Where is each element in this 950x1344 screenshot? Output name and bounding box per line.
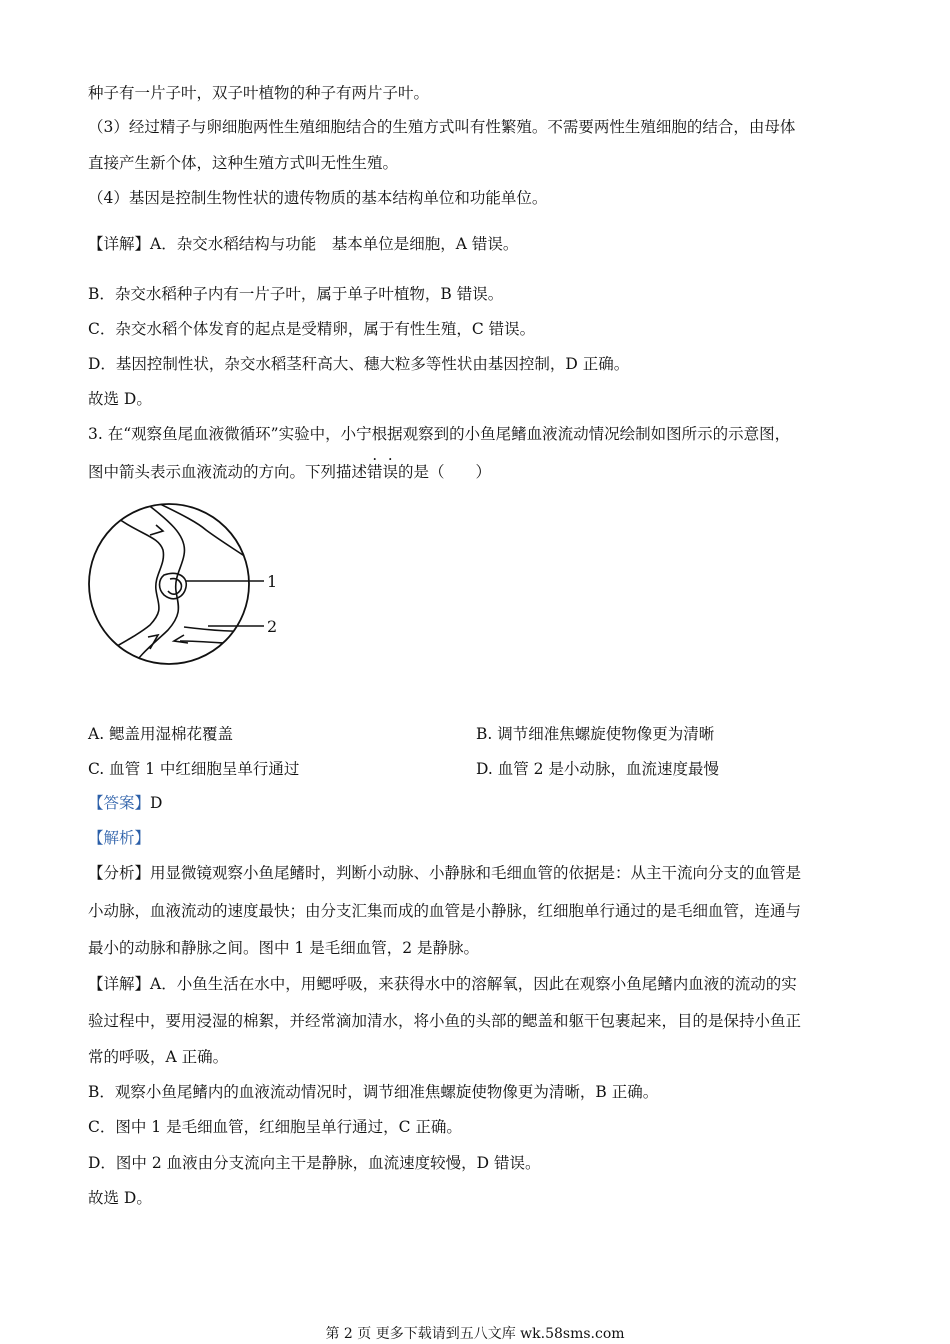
answer-line [88, 793, 162, 813]
page-footer: 第 2 页 更多下载请到五八文库 wk.58sms.com [325, 1326, 625, 1342]
text-line: C．杂交水稻个体发育的起点是受精卵，属于有性生殖，C 错误。 [88, 320, 536, 338]
question-stem-line1: 3. 在“观察鱼尾血液微循环”实验中，小宁根据观察到的小鱼尾鳍血液流动情况绘制如图所示的示意图， [88, 425, 791, 443]
text-line: （3）经过精子与卵细胞两性生殖细胞结合的生殖方式叫有性繁殖。不需要两性生殖细胞的结合，由母体 [88, 118, 796, 136]
emphasis-char: 误 [382, 463, 399, 481]
detail-line: B．观察小鱼尾鳍内的血液流动情况时，调节细准焦螺旋使物像更为清晰，B 正确。 [88, 1083, 659, 1101]
answer-label: 【答案】 [88, 794, 151, 812]
detail-line: 验过程中，要用浸湿的棉絮，并经常滴加清水，将小鱼的头部的鳃盖和躯干包裹起来，目的是保持小鱼正 [88, 1012, 802, 1030]
option-d: D. 血管 2 是小动脉，血流速度最慢 [476, 760, 719, 778]
answer-value: D [150, 794, 163, 812]
analysis-line: 最小的动脉和静脉之间。图中 1 是毛细血管，2 是静脉。 [88, 939, 480, 957]
text-line: （4）基因是控制生物性状的遗传物质的基本结构单位和功能单位。 [88, 189, 548, 207]
detail-line: D．图中 2 血液由分支流向主干是静脉，血流速度较慢，D 错误。 [88, 1154, 541, 1172]
option-b: B. 调节细准焦螺旋使物像更为清晰 [476, 725, 715, 743]
text-line: 种子有一片子叶，双子叶植物的种子有两片子叶。 [88, 84, 430, 102]
analysis-line: 【分析】用显微镜观察小鱼尾鳍时，判断小动脉、小静脉和毛细血管的依据是：从主干流向分支的血管是 [88, 864, 802, 882]
question-stem-line2 [88, 462, 491, 482]
detail-line: C．图中 1 是毛细血管，红细胞呈单行通过，C 正确。 [88, 1118, 462, 1136]
text-line: B．杂交水稻种子内有一片子叶，属于单子叶植物，B 错误。 [88, 285, 504, 303]
detail-line: 常的呼吸，A 正确。 [88, 1048, 229, 1066]
figure-label-2: 2 [267, 617, 278, 636]
analysis-line: 小动脉，血液流动的速度最快；由分支汇集而成的血管是小静脉，红细胞单行通过的是毛细血管，连通与 [88, 902, 802, 920]
text-line: 故选 D。 [88, 390, 152, 408]
text-line: D．基因控制性状，杂交水稻茎秆高大、穗大粒多等性状由基因控制，D 正确。 [88, 355, 630, 373]
emphasis-char: 错 [367, 463, 383, 481]
blood-flow-figure [88, 495, 288, 675]
detail-line: 【详解】A．小鱼生活在水中，用鳃呼吸，来获得水中的溶解氧，因此在观察小鱼尾鳍内血液的流动的实 [88, 975, 797, 993]
text-line: 【详解】A．杂交水稻结构与功能 基本单位是细胞，A 错误。 [88, 235, 519, 253]
detail-line: 故选 D。 [88, 1189, 152, 1207]
analysis-label: 【解析】 [88, 829, 151, 847]
text-line: 直接产生新个体，这种生殖方式叫无性生殖。 [88, 154, 399, 172]
figure-label-1: 1 [267, 572, 278, 591]
stem-text: 图中箭头表示血液流动的方向。下列描述 [88, 463, 368, 481]
option-c: C. 血管 1 中红细胞呈单行通过 [88, 760, 300, 778]
option-a: A. 鳃盖用湿棉花覆盖 [88, 725, 234, 743]
stem-text: 的是（ ） [398, 463, 492, 481]
